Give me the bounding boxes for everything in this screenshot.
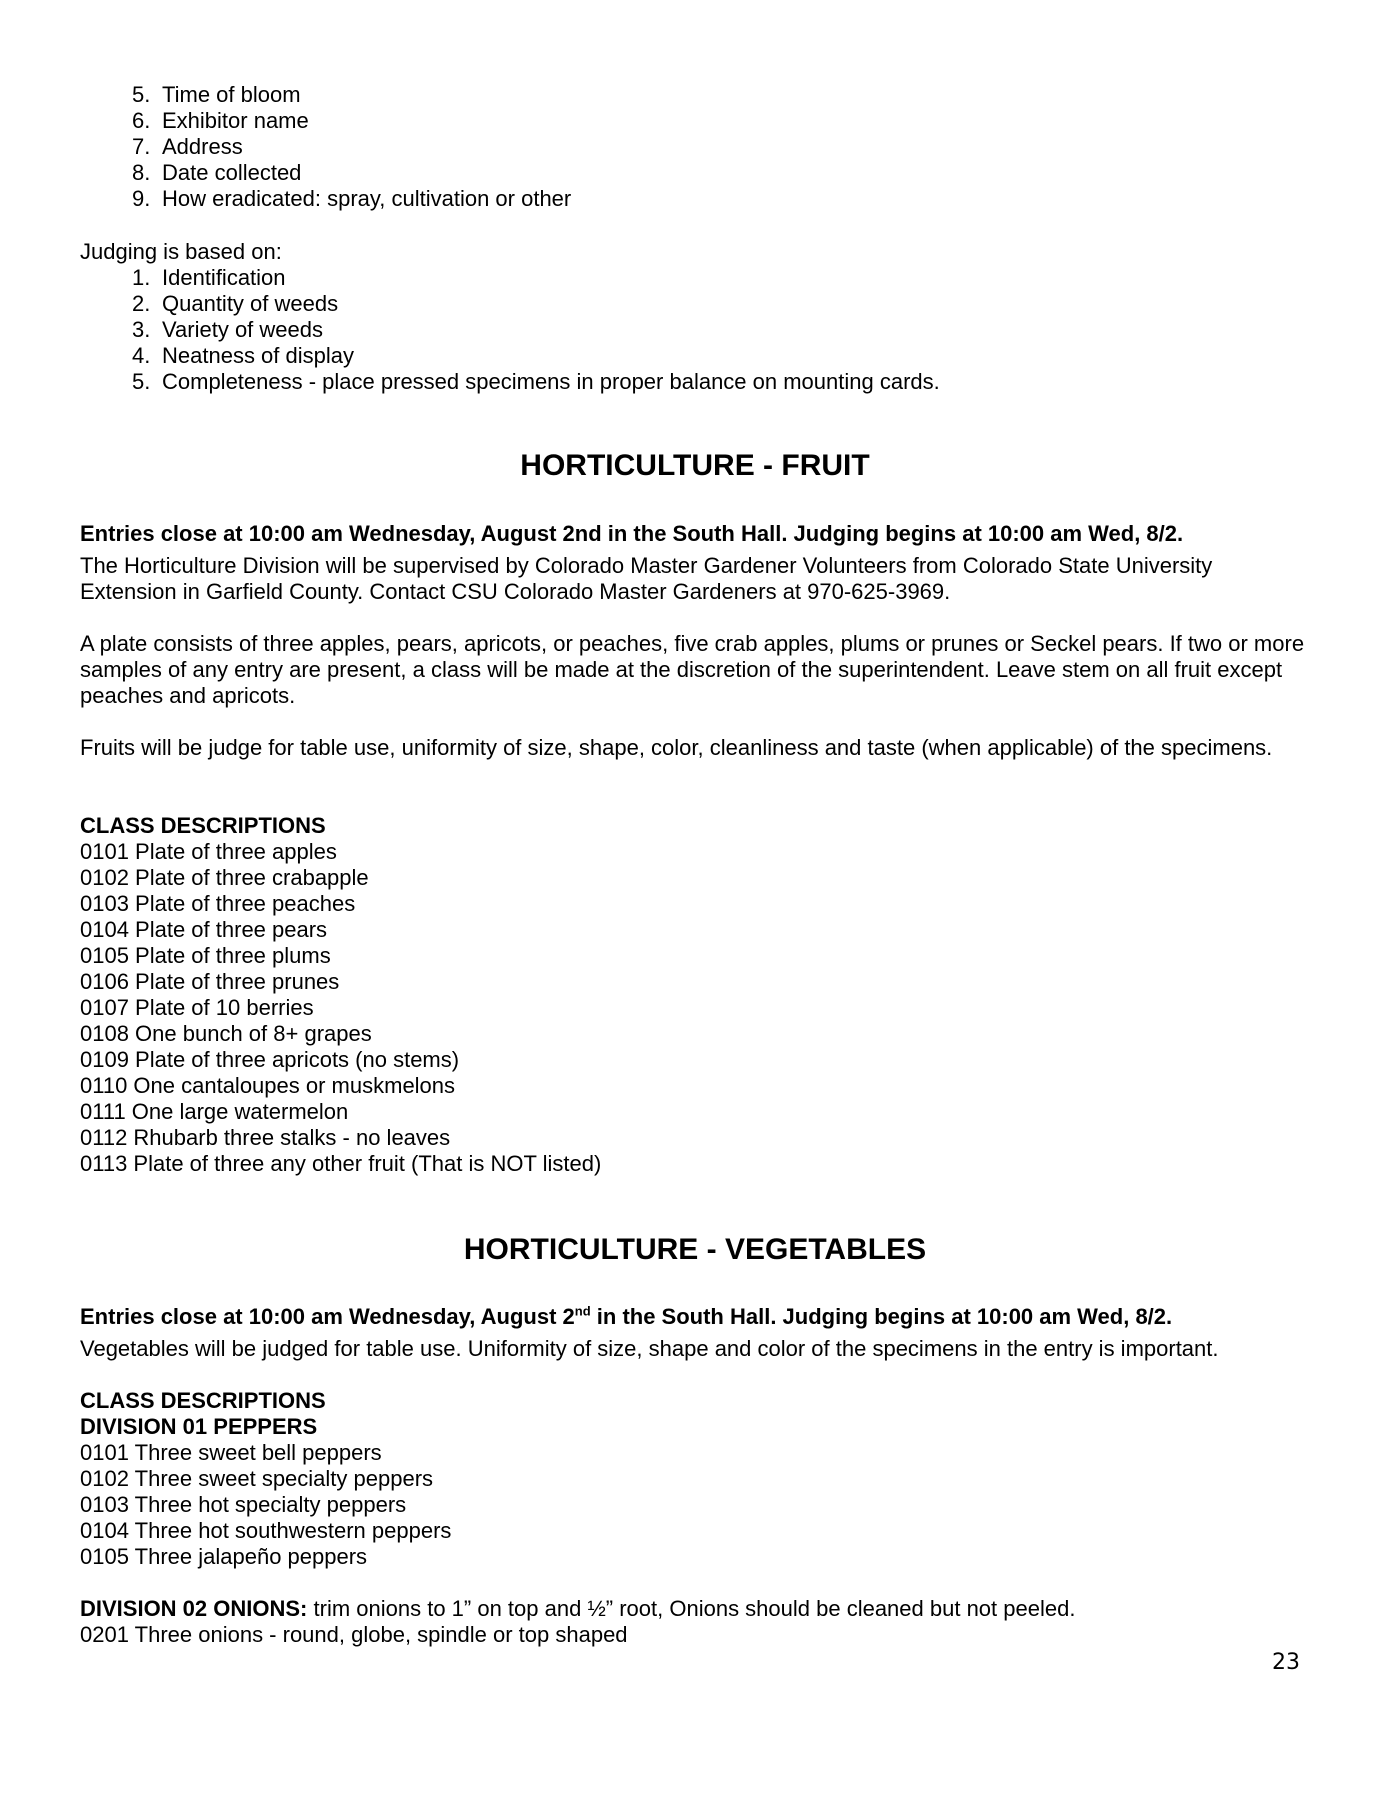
- list-item: 0106 Plate of three prunes: [80, 969, 340, 994]
- fruit-paragraph-1: The Horticulture Division will be supervised by Colorado Master Gardener Volunteers from Colorado State University Extension in Garfield County. Contact CSU Colorado Master Gardeners at 970-625-3969.: [80, 553, 1213, 604]
- page-number: 23: [1272, 1650, 1300, 1675]
- list-item: 0101 Three sweet bell peppers: [80, 1440, 382, 1465]
- list-item: 0111 One large watermelon: [80, 1099, 349, 1124]
- list-item: 0102 Plate of three crabapple: [80, 865, 369, 890]
- fruit-paragraph-2: A plate consists of three apples, pears, apricots, or peaches, five crab apples, plums or prunes or Seckel pears. If two or more samples of any entry are present, a class will be made at the discretion of the superintendent. Leave stem on all fruit except peaches and apricots.: [80, 631, 1305, 708]
- fruit-entries-notice: Entries close at 10:00 am Wednesday, August 2nd in the South Hall. Judging begins at 10:00 am Wed, 8/2.: [80, 521, 1184, 546]
- veg-class-heading: CLASS DESCRIPTIONS: [80, 1388, 326, 1413]
- division-02-heading: DIVISION 02 ONIONS: trim onions to 1” on top and ½” root, Onions should be cleaned but not peeled.: [80, 1596, 1076, 1621]
- list-item: 6. Exhibitor name: [132, 108, 309, 133]
- list-item: 0101 Plate of three apples: [80, 839, 337, 864]
- list-item: 0102 Three sweet specialty peppers: [80, 1466, 434, 1491]
- list-item: 0113 Plate of three any other fruit (That is NOT listed): [80, 1151, 602, 1176]
- list-item: 4. Neatness of display: [132, 343, 354, 368]
- list-item: 9. How eradicated: spray, cultivation or other: [132, 186, 572, 211]
- list-item: 0112 Rhubarb three stalks - no leaves: [80, 1125, 451, 1150]
- list-item: 0103 Plate of three peaches: [80, 891, 356, 916]
- fruit-class-heading: CLASS DESCRIPTIONS: [80, 813, 326, 838]
- judging-list: [80, 265, 1310, 395]
- division-01-heading: DIVISION 01 PEPPERS: [80, 1414, 318, 1439]
- list-item: 0105 Plate of three plums: [80, 943, 331, 968]
- judging-intro: Judging is based on:: [80, 239, 282, 264]
- list-item: 5. Time of bloom: [132, 82, 301, 107]
- onions-class-list: [80, 1622, 1310, 1648]
- weed-info-list: [80, 82, 571, 212]
- veg-paragraph-1: Vegetables will be judged for table use. Uniformity of size, shape and color of the specimens in the entry is important.: [80, 1336, 1219, 1361]
- list-item: 2. Quantity of weeds: [132, 291, 339, 316]
- vegetables-heading: HORTICULTURE - VEGETABLES: [463, 1233, 927, 1266]
- list-item: 1. Identification: [132, 265, 286, 290]
- list-item: 3. Variety of weeds: [132, 317, 324, 342]
- list-item: 0110 One cantaloupes or muskmelons: [80, 1073, 456, 1098]
- list-item: 0201 Three onions - round, globe, spindle or top shaped: [80, 1622, 628, 1647]
- list-item: 7. Address: [132, 134, 243, 159]
- list-item: 0104 Plate of three pears: [80, 917, 328, 942]
- list-item: 5. Completeness - place pressed specimens in proper balance on mounting cards.: [132, 369, 940, 394]
- peppers-class-list: [80, 1440, 1310, 1570]
- fruit-paragraph-3: Fruits will be judge for table use, uniformity of size, shape, color, cleanliness and taste (when applicable) of the specimens.: [80, 735, 1273, 760]
- list-item: 0109 Plate of three apricots (no stems): [80, 1047, 460, 1072]
- veg-entries-notice: Entries close at 10:00 am Wednesday, August 2nd in the South Hall. Judging begins at 10:00 am Wed, 8/2.: [80, 1303, 1173, 1329]
- list-item: 0105 Three jalapeño peppers: [80, 1544, 368, 1569]
- fruit-heading: HORTICULTURE - FRUIT: [520, 449, 870, 482]
- list-item: 8. Date collected: [132, 160, 302, 185]
- list-item: 0103 Three hot specialty peppers: [80, 1492, 407, 1517]
- list-item: 0104 Three hot southwestern peppers: [80, 1518, 452, 1543]
- list-item: 0107 Plate of 10 berries: [80, 995, 314, 1020]
- list-item: 0108 One bunch of 8+ grapes: [80, 1021, 372, 1046]
- fruit-class-list: [80, 839, 1310, 1177]
